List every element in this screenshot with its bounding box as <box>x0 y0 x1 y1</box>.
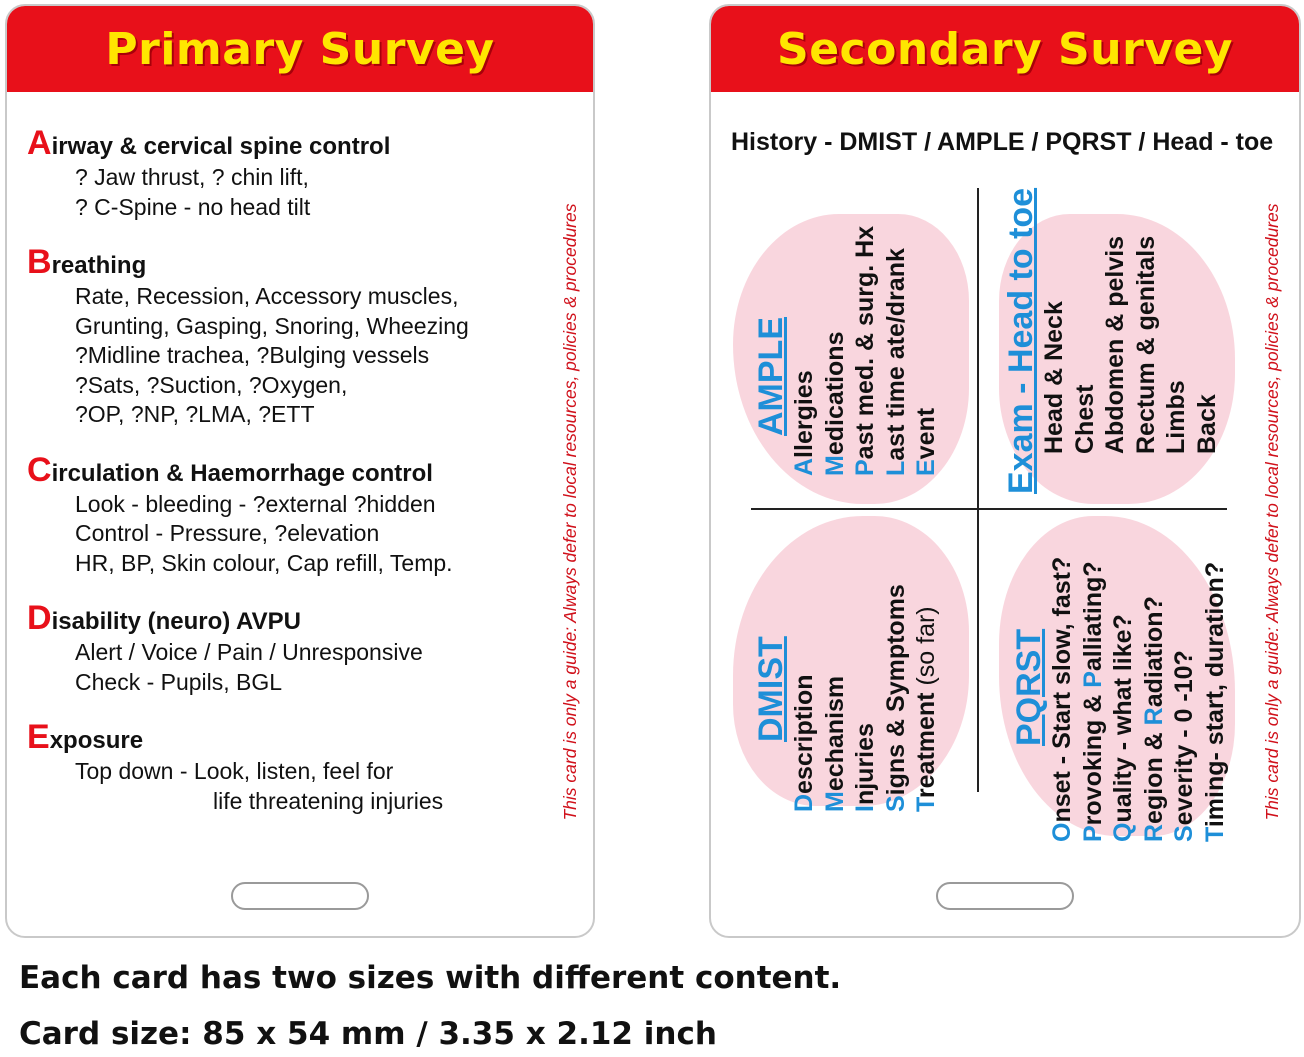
row-initial: P <box>1078 825 1107 842</box>
section-line: life threatening injuries <box>213 787 444 814</box>
row-text: igns & Symptoms <box>881 584 910 796</box>
section-line: ?Midline trachea, ?Bulging vessels <box>75 342 430 368</box>
row-initial: T <box>912 798 940 812</box>
section-line: Look - bleeding - ?external ?hidden <box>75 490 436 517</box>
pqrst-row <box>1200 512 1231 842</box>
section-initial: C <box>27 450 52 489</box>
abcde-list <box>27 124 557 841</box>
dmist-title: DMIST <box>752 636 790 742</box>
exam-row: Abdomen & pelvis <box>1101 235 1129 454</box>
ample-row <box>911 186 942 476</box>
pqrst-row <box>1108 512 1139 842</box>
section-breathing <box>27 243 557 430</box>
caption-text: Each card has two sizes with different content. <box>19 960 842 996</box>
row-text: ast med. & surg. Hx <box>851 225 879 460</box>
row-initial: A <box>790 457 818 476</box>
section-initial: D <box>27 599 52 637</box>
section-heading <box>27 124 557 163</box>
disclaimer-note: This card is only a guide: Always defer to local resources, policies & procedures <box>1262 203 1282 821</box>
row-text: reatment <box>912 692 940 799</box>
dmist-row <box>881 512 912 812</box>
row-initial: O <box>1048 822 1076 842</box>
card-title: Primary Survey <box>105 23 495 75</box>
section-line: HR, BP, Skin colour, Cap refill, Temp. <box>75 549 453 576</box>
primary-survey-card <box>5 4 595 938</box>
row-initial: P <box>1078 671 1107 688</box>
card-header <box>711 6 1299 92</box>
section-initial: A <box>27 124 52 162</box>
row-initial: Q <box>1109 822 1137 842</box>
section-line: ? C-Spine - no head tilt <box>75 193 311 220</box>
section-line: Rate, Recession, Accessory muscles, <box>75 283 459 309</box>
section-line: Check - Pupils, BGL <box>75 668 283 695</box>
section-heading <box>27 450 557 490</box>
card-header <box>7 6 593 92</box>
section-airway <box>27 124 557 222</box>
row-initial: L <box>881 460 910 476</box>
exam-row: Limbs <box>1162 380 1190 454</box>
row-initial: T <box>1200 827 1229 842</box>
lanyard-slot <box>231 882 369 910</box>
pqrst-title: PQRST <box>1010 628 1048 746</box>
dmist-row <box>789 512 820 812</box>
section-line: ?OP, ?NP, ?LMA, ?ETT <box>75 401 315 427</box>
row-initial: D <box>790 793 818 812</box>
row-initial: R <box>1139 707 1168 726</box>
section-heading-text: irculation & Haemorrhage control <box>51 459 433 487</box>
row-text: rovoking & <box>1078 687 1107 826</box>
row-text: echanism <box>820 675 849 792</box>
quadrant-divider-horizontal <box>751 508 1227 510</box>
ample-row <box>850 186 881 476</box>
section-line: Top down - Look, listen, feel for <box>75 758 394 784</box>
section-initial: B <box>27 243 52 281</box>
exam-block <box>1003 174 1222 494</box>
exam-row: Chest <box>1070 384 1099 454</box>
row-initial: P <box>851 459 879 476</box>
pqrst-row <box>1169 512 1200 842</box>
row-text: nset - Start slow, fast? <box>1048 556 1076 823</box>
row-text: llergies <box>790 370 818 458</box>
pqrst-row <box>1078 512 1109 842</box>
row-text: uality - what like? <box>1109 614 1137 823</box>
exam-row: Rectum & genitals <box>1131 235 1160 454</box>
row-text: egion & <box>1139 725 1168 824</box>
section-heading-text: reathing <box>51 252 147 279</box>
card-title: Secondary Survey <box>777 23 1233 75</box>
dmist-row <box>911 512 942 812</box>
section-exposure <box>27 718 557 816</box>
row-suffix: (so far) <box>912 606 940 693</box>
section-heading <box>27 599 557 638</box>
row-initial: M <box>820 791 849 812</box>
row-text: vent <box>912 407 940 460</box>
section-heading-text: xposure <box>49 727 144 754</box>
ample-title: AMPLE <box>752 317 790 436</box>
row-text: adiation? <box>1139 596 1168 708</box>
row-initial: R <box>1139 823 1168 842</box>
quadrant-divider-vertical <box>977 188 979 792</box>
exam-row: Back <box>1192 394 1221 454</box>
section-heading-text: isability (neuro) AVPU <box>51 608 301 635</box>
ample-row <box>820 186 851 476</box>
caption-size: Card size: 85 x 54 mm / 3.35 x 2.12 inch <box>19 1016 717 1052</box>
secondary-survey-card <box>709 4 1301 938</box>
ample-block <box>753 186 942 476</box>
section-heading <box>27 718 557 757</box>
section-line: Grunting, Gasping, Snoring, Wheezing <box>75 312 469 339</box>
ample-row <box>789 186 820 476</box>
dmist-row <box>820 512 851 812</box>
row-text: iming- start, duration? <box>1200 561 1229 828</box>
lanyard-slot <box>936 882 1074 910</box>
section-line: Alert / Voice / Pain / Unresponsive <box>75 639 423 665</box>
row-initial: I <box>851 805 879 812</box>
history-line: History - DMIST / AMPLE / PQRST / Head - toe <box>731 128 1274 156</box>
section-line: Control - Pressure, ?elevation <box>75 520 380 546</box>
row-text: alliating? <box>1078 561 1107 672</box>
row-text: edications <box>820 331 849 456</box>
row-initial: E <box>912 459 940 476</box>
row-initial: S <box>881 795 910 812</box>
pqrst-row <box>1139 512 1170 842</box>
disclaimer-note: This card is only a guide: Always defer to local resources, policies & procedures <box>560 203 580 821</box>
exam-row: Head & Neck <box>1040 301 1068 454</box>
dmist-row <box>850 512 881 812</box>
row-text: escription <box>790 674 818 794</box>
ample-row <box>881 186 912 476</box>
pqrst-row <box>1047 512 1078 842</box>
section-heading-text: irway & cervical spine control <box>51 133 391 160</box>
section-line: ? Jaw thrust, ? chin lift, <box>75 164 309 190</box>
row-initial: S <box>1170 825 1198 842</box>
section-disability <box>27 599 557 697</box>
section-heading <box>27 243 557 282</box>
pqrst-block <box>1011 512 1230 842</box>
section-initial: E <box>27 718 50 756</box>
row-text: everity - 0 -10? <box>1170 650 1198 826</box>
row-initial: M <box>820 455 849 476</box>
section-line: ?Sats, ?Suction, ?Oxygen, <box>75 371 348 398</box>
row-text: ast time ate/drank <box>881 248 910 461</box>
row-text: njuries <box>851 723 879 806</box>
section-circulation <box>27 450 557 579</box>
exam-title: Exam - Head to toe <box>1002 187 1040 494</box>
dmist-block <box>753 512 942 812</box>
